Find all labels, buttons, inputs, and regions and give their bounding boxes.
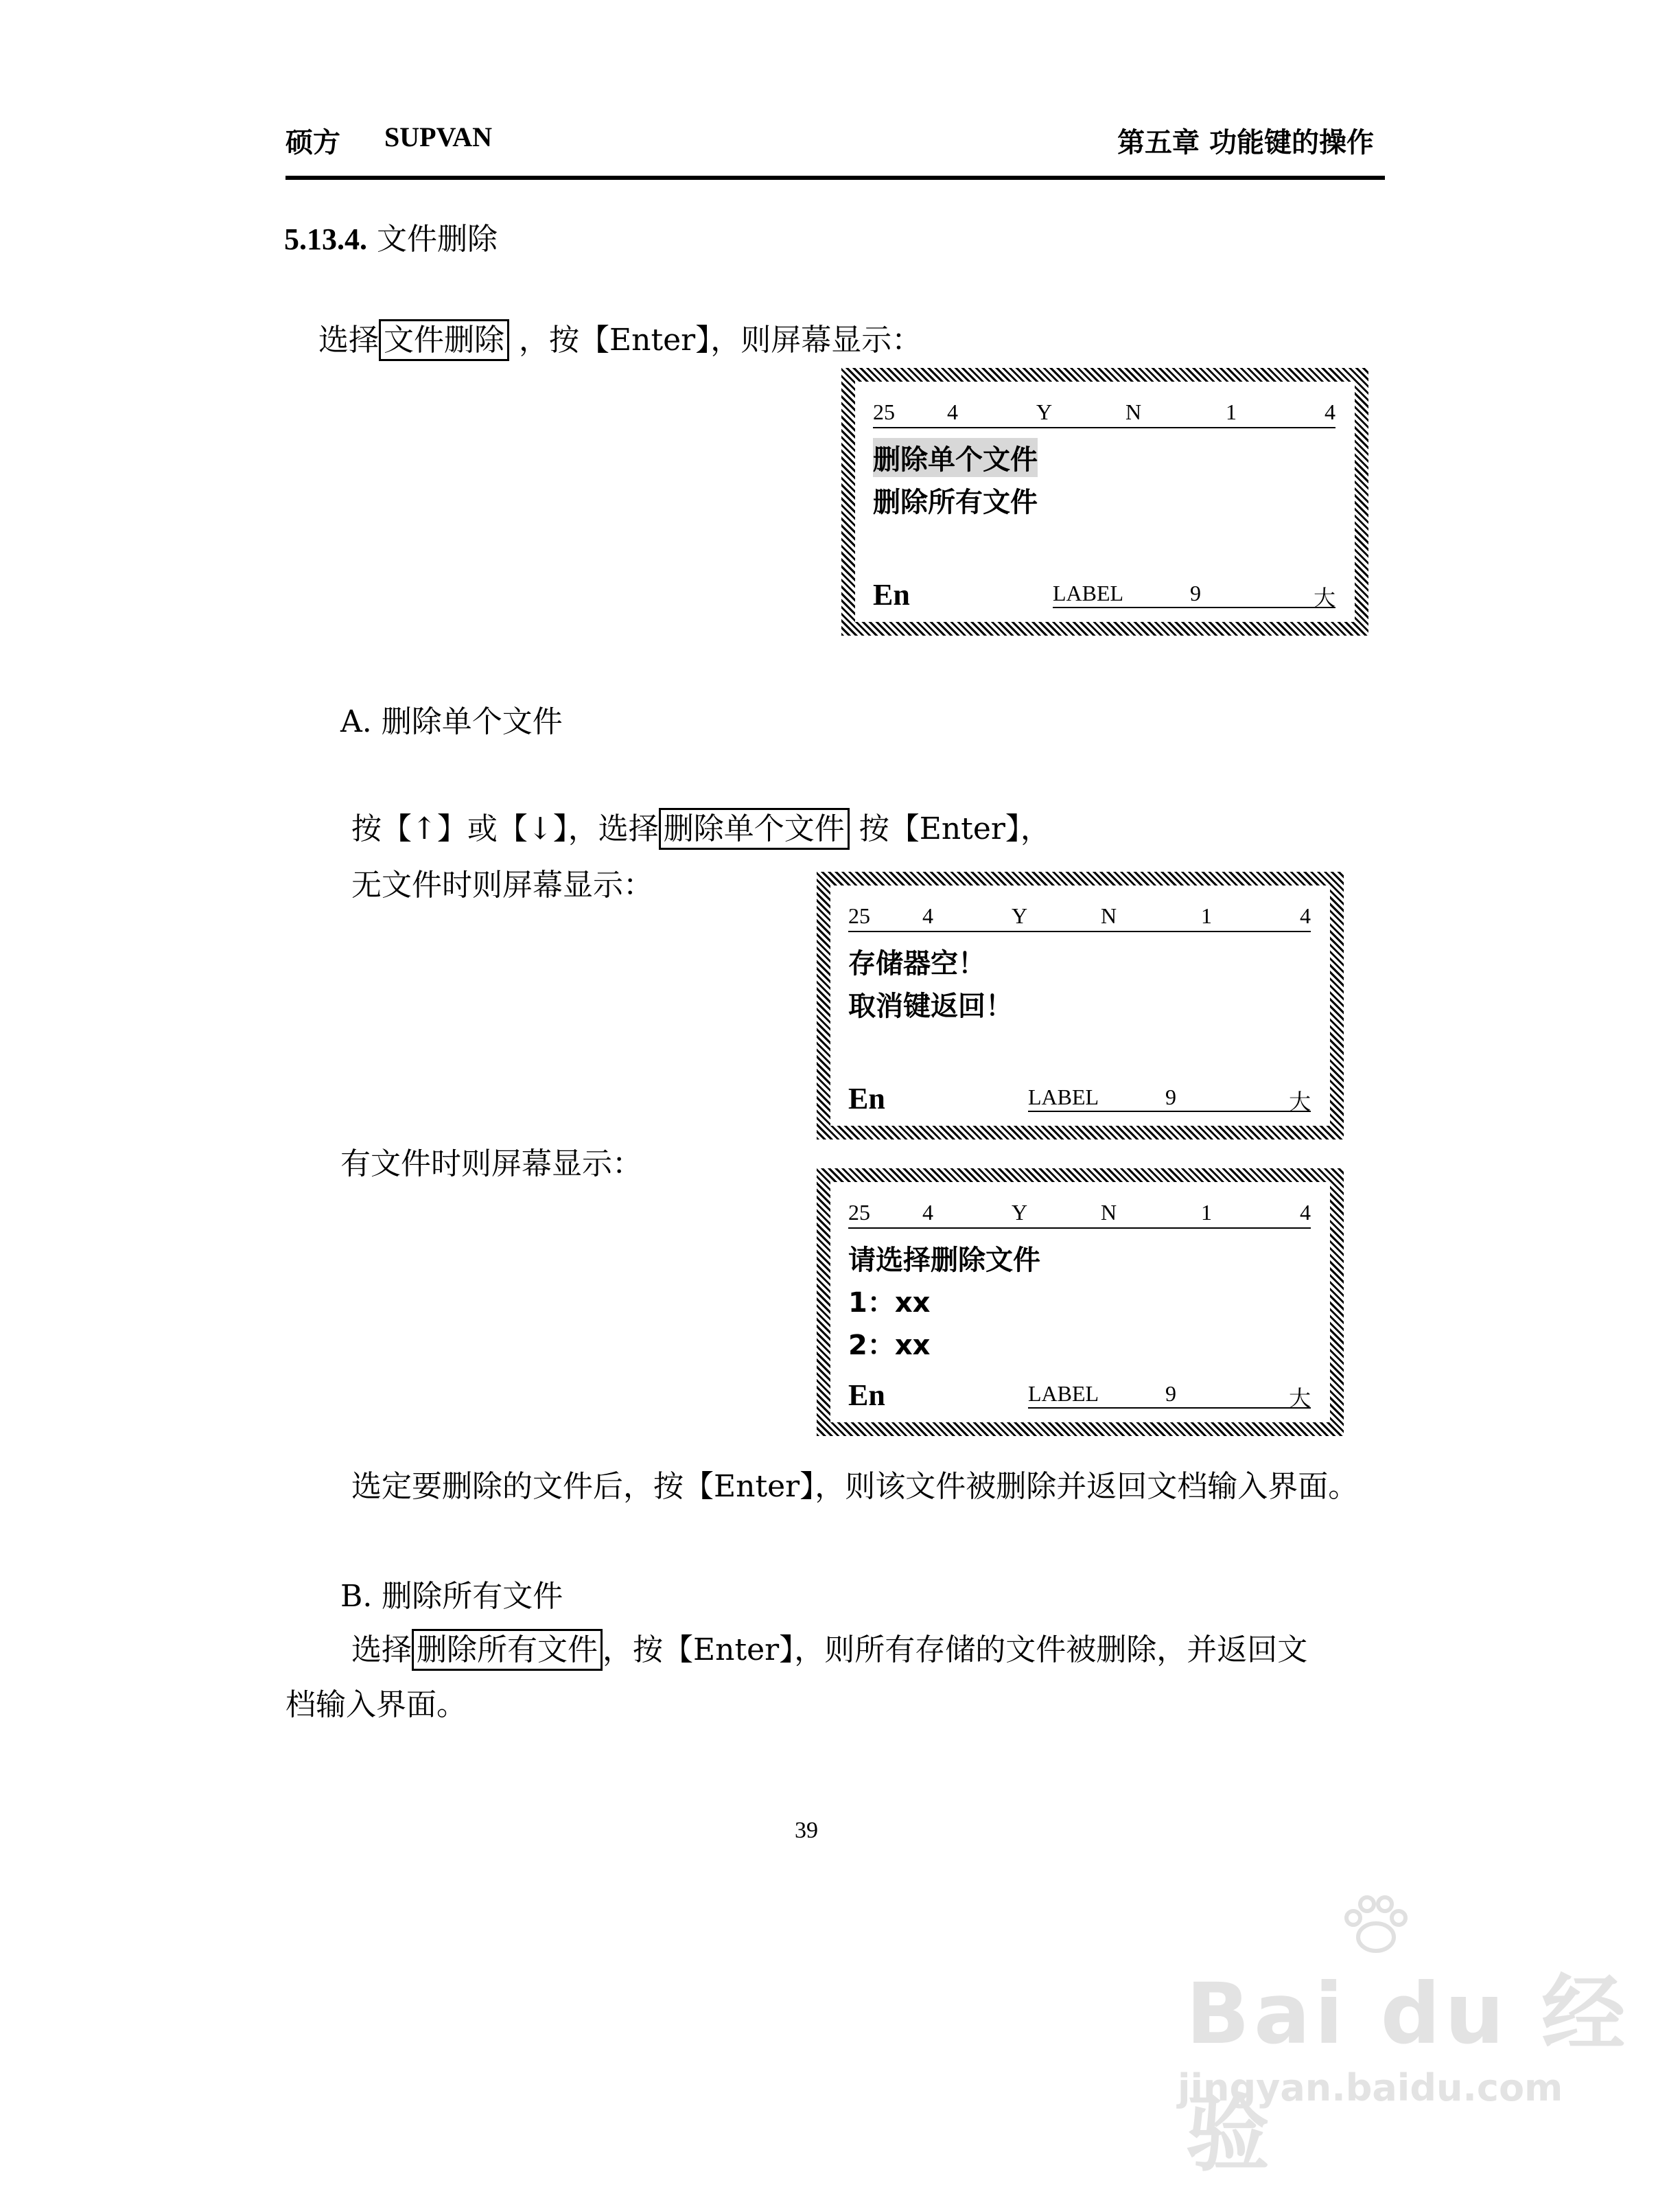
lcd-screen-empty [817, 872, 1344, 1139]
lang-indicator: En [848, 1378, 885, 1412]
instr-pre: 按【↑】或【↓】，选择 [351, 811, 659, 846]
footer-bar [1028, 1085, 1311, 1112]
intro-post: ，按【Enter】，则屏幕显示： [509, 323, 922, 358]
key-file-delete: 文件删除 [379, 319, 509, 361]
status-bar [873, 400, 1335, 428]
status-value: 25 [848, 1200, 870, 1225]
intro-pre: 选择 [318, 323, 379, 358]
footer-label: LABEL [1028, 1085, 1099, 1109]
lcd-screen-file-list [817, 1168, 1344, 1436]
status-value: 1 [1201, 903, 1212, 928]
watermark-logo: Bai du 经验 [1186, 1965, 1630, 2183]
no-file-label: 无文件时则屏幕显示： [351, 868, 653, 903]
footer-num: 9 [1190, 581, 1201, 605]
paw-icon [1338, 1895, 1414, 1956]
header-rule [285, 176, 1385, 180]
footer-size: 大 [1313, 586, 1335, 610]
file-list-item: 2：xx [848, 1330, 931, 1361]
file-list-item [848, 1281, 930, 1320]
menu-item-delete-single: 删除单个文件 [873, 438, 1038, 477]
watermark-url: jingyan.baidu.com [1178, 2066, 1563, 2109]
page-number: 39 [795, 1818, 818, 1843]
key-delete-single: 删除单个文件 [659, 808, 850, 850]
status-value: 4 [947, 400, 958, 424]
status-value: 1 [1226, 400, 1237, 424]
lang-indicator: En [848, 1082, 885, 1115]
status-value: 25 [873, 400, 895, 424]
section-number: 5.13.4. [284, 222, 367, 256]
status-value: N [1125, 400, 1142, 424]
part-b-heading: B. 删除所有文件 [340, 1579, 563, 1614]
part-a-instruction [351, 811, 1051, 846]
footer-size: 大 [1288, 1386, 1311, 1411]
part-b-instruction [351, 1632, 1308, 1667]
part-b-continuation: 档输入界面。 [285, 1687, 467, 1722]
status-value: 4 [922, 903, 933, 928]
instr-pre: 选择 [351, 1632, 412, 1667]
footer-label: LABEL [1053, 581, 1124, 605]
instr-post: 按【Enter】， [849, 811, 1051, 846]
status-value: 4 [1300, 1200, 1311, 1225]
select-file-prompt: 请选择删除文件 [848, 1245, 1040, 1276]
memory-empty-message: 存储器空！ [848, 948, 985, 980]
header-brand-en: SUPVAN [384, 121, 493, 152]
footer-num: 9 [1165, 1085, 1176, 1109]
file-item-1: 1：xx [848, 1287, 931, 1319]
status-value: 4 [1300, 903, 1311, 928]
status-value: N [1101, 1200, 1117, 1225]
header-chapter: 第五章 功能键的操作 [1117, 126, 1374, 159]
has-file-label: 有文件时则屏幕显示： [340, 1146, 642, 1181]
footer-label: LABEL [1028, 1381, 1099, 1406]
key-delete-all: 删除所有文件 [412, 1629, 603, 1671]
cancel-return-message: 取消键返回！ [848, 991, 1013, 1022]
status-value: N [1101, 903, 1117, 928]
status-bar [848, 903, 1311, 932]
status-value: 25 [848, 903, 870, 928]
status-value: Y [1012, 903, 1028, 928]
lang-indicator: En [873, 578, 910, 612]
footer-bar [1053, 581, 1335, 608]
footer-size: 大 [1288, 1089, 1311, 1114]
footer-num: 9 [1165, 1381, 1176, 1406]
footer-bar [1028, 1381, 1311, 1409]
status-value: 1 [1201, 1200, 1212, 1225]
status-value: Y [1012, 1200, 1028, 1225]
part-a-heading: A. 删除单个文件 [340, 704, 563, 739]
status-bar [848, 1200, 1311, 1229]
status-value: 4 [922, 1200, 933, 1225]
instr-post: ，按【Enter】，则所有存储的文件被删除，并返回文 [603, 1632, 1308, 1667]
lcd-screen-menu [841, 368, 1368, 636]
intro-line [318, 325, 922, 356]
status-value: 4 [1325, 400, 1335, 424]
section-title: 文件删除 [377, 222, 498, 257]
menu-item-delete-all: 删除所有文件 [873, 487, 1038, 518]
section-heading [284, 214, 498, 258]
status-value: Y [1036, 400, 1053, 424]
after-select-text: 选定要删除的文件后，按【Enter】，则该文件被删除并返回文档输入界面。 [351, 1469, 1359, 1504]
header-brand-cn: 硕方 [285, 126, 340, 159]
